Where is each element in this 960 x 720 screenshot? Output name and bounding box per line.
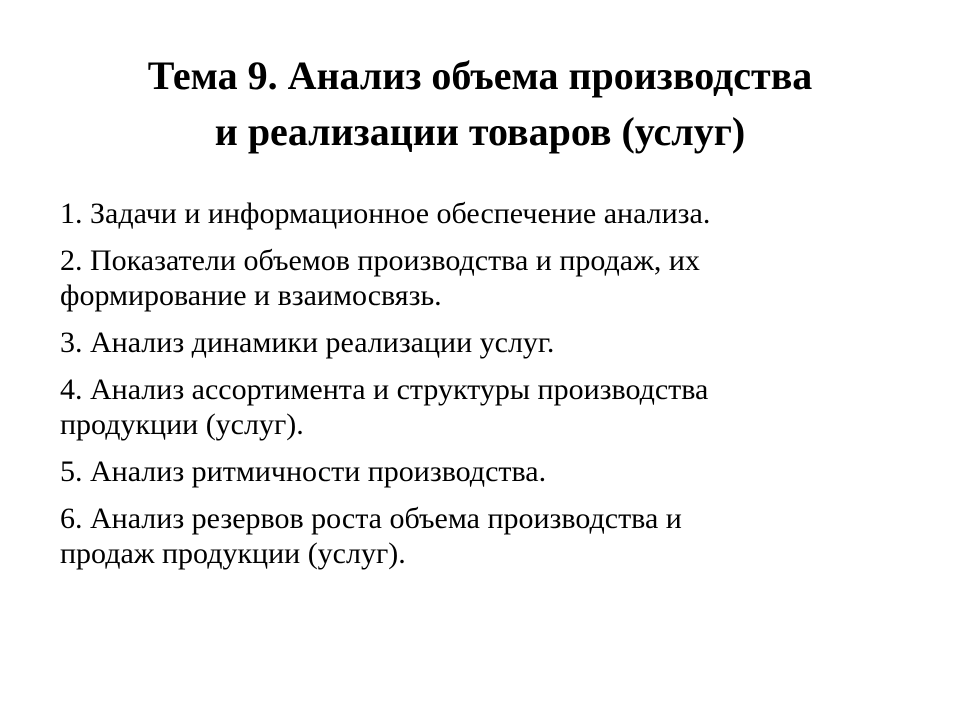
topic-item-line: 3. Анализ динамики реализации услуг.	[60, 326, 555, 359]
slide-title-line: и реализации товаров (услуг)	[214, 109, 746, 154]
topic-item-4	[60, 372, 900, 442]
topic-item-2	[60, 243, 900, 313]
topic-item-line: 4. Анализ ассортимента и структуры производства	[60, 373, 709, 406]
topic-item-line: 6. Анализ резервов роста объема производства и	[60, 502, 682, 535]
slide-title-line: Тема 9. Анализ объема производства	[147, 53, 813, 98]
topic-item-6	[60, 501, 900, 571]
topic-list	[60, 196, 900, 583]
topic-item-line: 1. Задачи и информационное обеспечение анализа.	[60, 197, 711, 230]
topic-item-1	[60, 196, 900, 231]
slide-title	[40, 48, 920, 160]
topic-item-line: продукции (услуг).	[60, 408, 304, 441]
topic-item-3	[60, 325, 900, 360]
topic-item-5	[60, 454, 900, 489]
topic-item-line: продаж продукции (услуг).	[60, 537, 406, 570]
topic-item-line: формирование и взаимосвязь.	[60, 279, 442, 312]
topic-item-line: 2. Показатели объемов производства и продаж, их	[60, 244, 700, 277]
topic-item-line: 5. Анализ ритмичности производства.	[60, 455, 547, 488]
